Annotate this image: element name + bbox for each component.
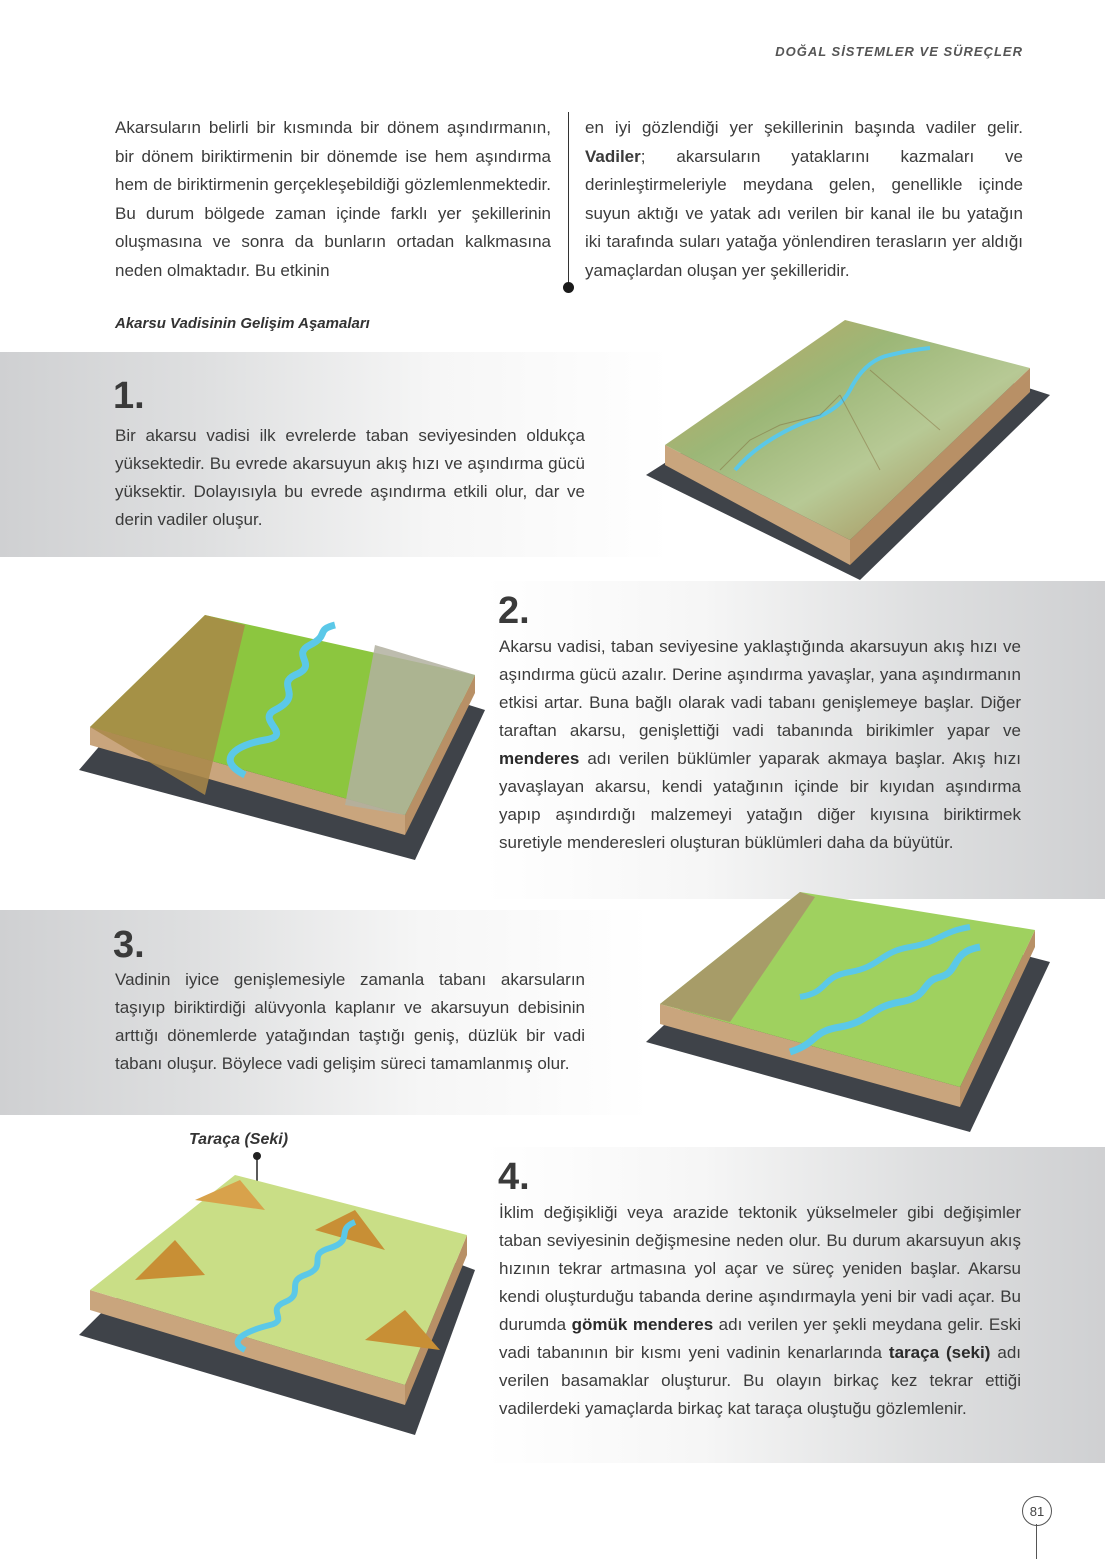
divider-dot [563,282,574,293]
intro-right-pre: en iyi gözlendiği yer şekillerinin başında vadiler gelir. [585,118,1023,137]
stage-3-text: Vadinin iyice genişlemesiyle zamanla tabanı akarsuların taşıyıp biriktirdiği alüvyonla kaplanır ve akarsuyun debisinin arttığı dönemlerde yatağından taştığı geniş, düzlük bir vadi tabanı oluşur. Böylece vadi gelişim süreci tamamlanmış olur. [115,970,585,1073]
intro-right-post: ; akarsuların yataklarını kazmaları ve derinleştirmeleriyle meydana gelen, genellikle içinde suyun aktığı ve yatak adı verilen bir kanal ile bu yatağın iki tarafında suları yatağa yönlendiren terasların yer aldığı yamaçlardan oluşan yer şekilleridir. [585,146,1023,280]
stage-3-terrain-illustration [640,892,1060,1142]
running-header: DOĞAL SİSTEMLER VE SÜREÇLER [775,44,1023,59]
stage-1-terrain-illustration [640,320,1080,590]
section-title: Akarsu Vadisinin Gelişim Aşamaları [115,315,370,332]
taraca-label: Taraça (Seki) [189,1131,289,1148]
page-number: 81 [1022,1496,1052,1526]
stage-4-text-bold2: taraça (seki) [888,1343,991,1362]
intro-right-column [585,114,1023,286]
stage-4-number: 4. [498,1156,530,1198]
stage-4-text [499,1199,1021,1423]
stage-4-text-part2: adı verilen yer şekli meydana gelir. Eski vadi tabanının bir kısmı yeni vadinin kenarlarında [499,1315,1022,1362]
stage-2-text-part1: Akarsu vadisi, taban seviyesine yaklaştığında akarsuyun akış hızı ve aşındırma gücü azalır. Derine aşındırma yavaşlar, yana aşındırmanın etkisi artar. Buna bağlı olarak vadi tabanı genişlemeye başlar. Diğer taraftan akarsu, genişlettiği vadi tabanında birikimler yapar ve [499,637,1021,740]
stage-4-text-part3: adı verilen basamaklar oluşturur. Bu olayın birkaç kez tekrar ettiği vadilerdeki yamaçlarda birkaç kat taraça oluştuğu gözlemlenir. [499,1343,1022,1418]
stage-4-text-bold1: gömük menderes [571,1315,714,1334]
stage-1-number: 1. [113,375,145,417]
stage-3-number: 3. [113,924,145,966]
intro-left-column: Akarsuların belirli bir kısmında bir dönem aşındırmanın, bir dönem biriktirmenin bir dönemde ise hem aşındırma hem de biriktirmenin gerçekleşebildiği gözlemlenmektedir. Bu durum bölgede zaman içinde farklı yer şekillerinin oluşmasına ve sonra da bunların ortadan kalkmasına neden olmaktadır. Bu etkinin [115,118,551,280]
column-divider [568,112,569,284]
page-number-line [1036,1524,1037,1559]
stage-2-number: 2. [498,590,530,632]
stage-1-text: Bir akarsu vadisi ilk evrelerde taban seviyesinden oldukça yüksektedir. Bu evrede akarsuyun akış hızı ve aşındırma gücü yüksektir. Dolayısıyla bu evrede aşındırma etkili olur, dar ve derin vadiler oluşur. [115,426,585,529]
intro-right-bold: Vadiler [585,146,641,166]
stage-2-terrain-illustration [75,615,495,875]
stage-2-text-part2: adı verilen büklümler yaparak akmaya başlar. Akış hızı yavaşlayan akarsu, kendi yatağının içinde bir kıyıdan aşındırma yapıp aşındırdığı malzemeyi yatağın diğer kıyısına biriktirmek suretiyle menderesleri oluşturan büklümleri daha da büyütür. [499,749,1021,852]
stage-2-text-bold1: menderes [499,749,580,768]
stage-4-text-part1: İklim değişikliği veya arazide tektonik yükselmeler gibi değişimler taban seviyesinin değişmesine neden olur. Bu durum akarsuyun akış hızının tekrar artmasına yol açar ve süreç yeniden başlar. Akarsu kendi oluşturduğu tabanda derine aşındırmayla yeni bir vadi açar. Bu durumda [499,1203,1021,1334]
stage-4-terrain-illustration [75,1170,495,1440]
stage-2-text [499,633,1021,857]
